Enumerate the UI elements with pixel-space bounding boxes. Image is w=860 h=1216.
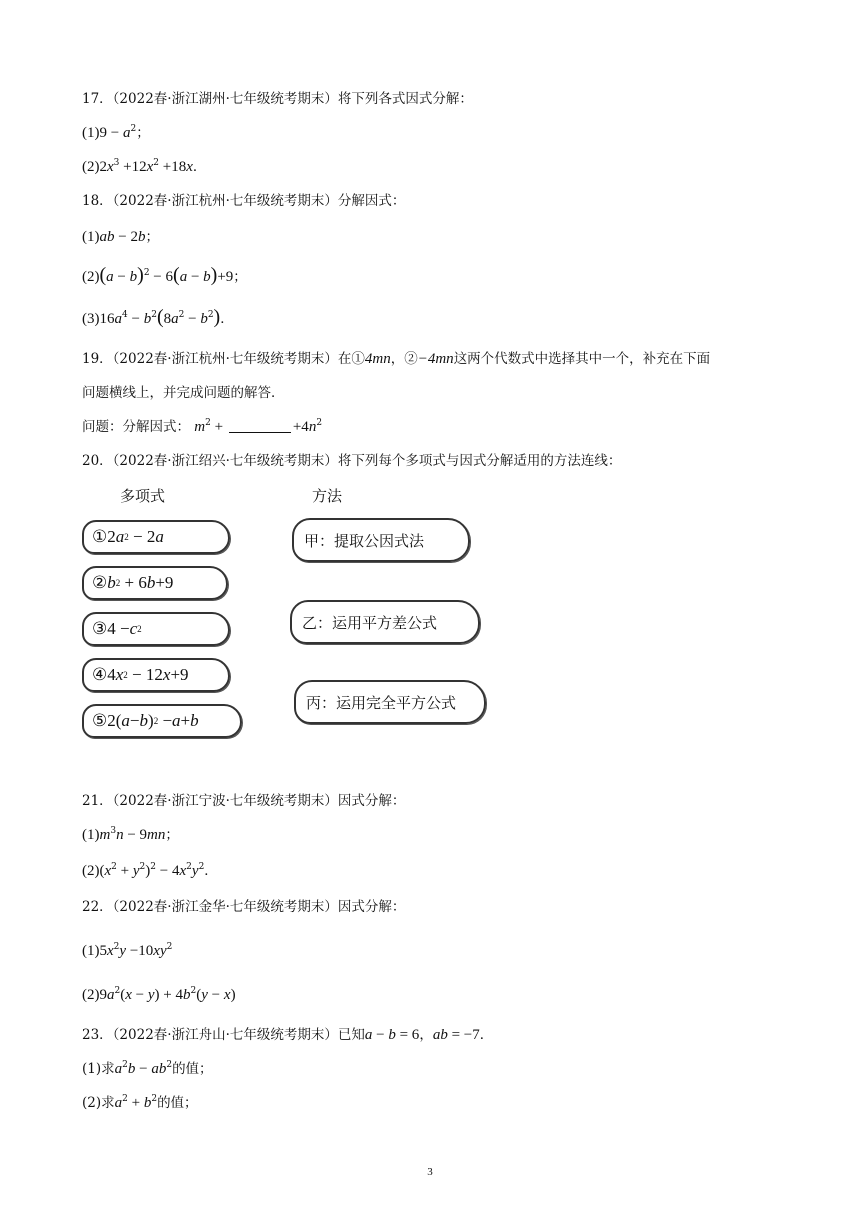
poly-1[interactable]: ① 2 a 2 − 2 a	[82, 520, 230, 554]
answer-blank[interactable]	[229, 420, 291, 433]
q18-part2: $(2)(a - b)^2 - 6(a - b)+9$；	[82, 264, 247, 286]
poly-2[interactable]: ② b 2 + 6 b +9	[82, 566, 228, 600]
poly-3[interactable]: ③ 4 − c 2	[82, 612, 230, 646]
q23-part2: (2)求$a^2 + b^2$的值；	[82, 1094, 198, 1111]
q19-stem: 19．（2022春·浙江杭州·七年级统考期末）在①4mn，②−4mn这两个代数式中选择其中一个，补充在下面	[82, 351, 711, 367]
q19-problem: 问题：分解因式： $m^2 + +4n^2$	[82, 418, 323, 435]
method-common-factor[interactable]: 甲：提取公因式法	[292, 518, 470, 562]
q22-part1: $(1)5x^2y -10xy^2$	[82, 942, 173, 959]
header-polynomials: 多项式	[120, 487, 166, 505]
q19-stem-line2: 问题横线上，并完成问题的解答．	[82, 385, 285, 401]
method-difference-of-squares[interactable]: 乙：运用平方差公式	[290, 600, 480, 644]
q20-stem: 20．（2022春·浙江绍兴·七年级统考期末）将下列每个多项式与因式分解适用的方法连线：	[82, 453, 622, 469]
q22-part2: $(2)9a^2(x - y) + 4b^2(y - x)$	[82, 986, 236, 1003]
q22-stem: 22．（2022春·浙江金华·七年级统考期末）因式分解：	[82, 899, 406, 915]
q17-stem: 17．（2022春·浙江湖州·七年级统考期末）将下列各式因式分解：	[82, 91, 473, 107]
q23-stem: 23．（2022春·浙江舟山·七年级统考期末）已知a − b = 6，ab = −7．	[82, 1027, 494, 1043]
q21-stem: 21．（2022春·浙江宁波·七年级统考期末）因式分解：	[82, 793, 406, 809]
q23-part1: (1)求$a^2b - ab^2$的值；	[82, 1060, 213, 1077]
q18-part3: $(3)16a^4 - b^2(8a^2 - b^2)$．	[82, 306, 234, 328]
q19-opt2: −4mn	[417, 351, 454, 367]
q21-part2: $(2)(x^2 + y^2)^2 - 4x^2y^2$．	[82, 862, 218, 879]
q19-opt1: 4mn	[364, 351, 391, 367]
q17-part1: $(1)9 - a^2$；	[82, 124, 150, 141]
q17-part2: $(2)2x^3 +12x^2 +18x$．	[82, 158, 207, 175]
q18-part1: (1)ab − 2b；	[82, 229, 159, 245]
method-perfect-square[interactable]: 丙：运用完全平方公式	[294, 680, 486, 724]
header-methods: 方法	[312, 487, 343, 505]
q21-part1: $(1)m^3n - 9mn$；	[82, 826, 179, 843]
q18-stem: 18．（2022春·浙江杭州·七年级统考期末）分解因式：	[82, 193, 406, 209]
page-number: 3	[427, 1166, 433, 1178]
poly-4[interactable]: ④ 4 x 2 − 12 x +9	[82, 658, 230, 692]
poly-5[interactable]: ⑤ 2( a − b ) 2 − a + b	[82, 704, 242, 738]
